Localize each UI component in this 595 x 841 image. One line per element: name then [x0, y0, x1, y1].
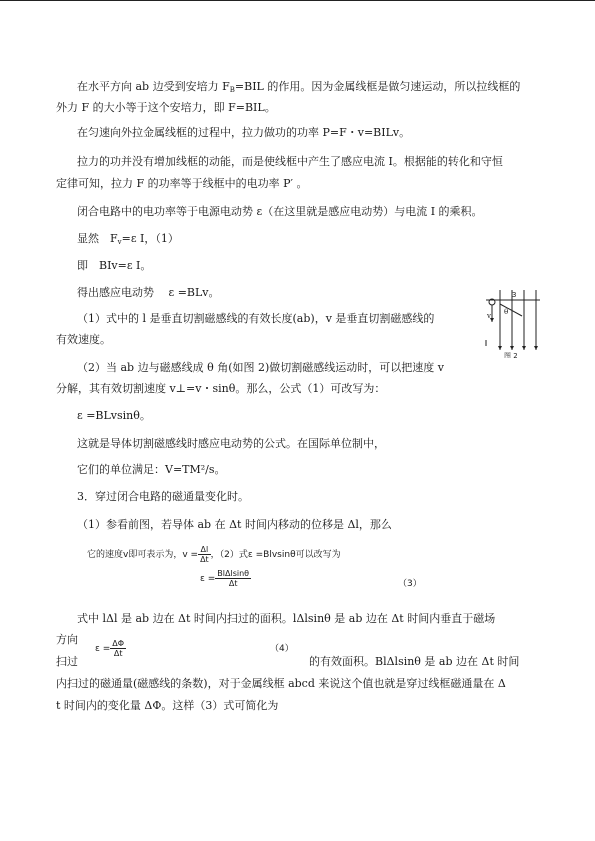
paragraph-4: 闭合电路中的电功率等于电源电动势 ε（在这里就是感应电动势）与电流 I 的乘积。: [77, 205, 483, 218]
paragraph-2: 在匀速向外拉金属线框的过程中，拉力做功的功率 P=F・v=BILv。: [77, 126, 411, 139]
paragraph-11: 这就是导体切割磁感线时感应电动势的公式。在国际单位制中，: [77, 437, 385, 450]
velocity-label: v: [487, 312, 491, 320]
equation-1-rewrite: 即 BIv=ε I。: [77, 259, 152, 272]
figure-top-label: 3: [512, 291, 517, 299]
paragraph-15-line-1: 式中 lΔl 是 ab 边在 Δt 时间内扫过的面积。lΔlsinθ 是 ab 边在 Δt 时间内垂直于磁场: [77, 612, 496, 625]
paragraph-12: 它们的单位满足：V=TM²/s。: [77, 463, 226, 476]
paragraph-3-line-2: 定律可知，拉力 F 的功率等于线框中的电功率 P′ 。: [56, 177, 308, 190]
paragraph-15-line-3-end: 的有效面积。BlΔlsinθ 是 ab 边在 Δt 时间: [309, 655, 520, 668]
fraction-dphi-dt: $\frac{\Delta\Phi}{\Delta t}$: [112, 639, 125, 658]
figure-caption: 图 2: [504, 352, 518, 358]
paragraph-15-line-3-start: 扫过: [56, 655, 78, 668]
equation-3: ε = $\frac{\text{BlΔlsinθ}}{\Delta t}$: [200, 569, 250, 588]
equation-4-tag: （4）: [270, 644, 294, 654]
paragraph-8-line-1: （1）式中的 l 是垂直切割磁感线的有效长度(ab)，v 是垂直切割磁感线的: [77, 312, 435, 325]
paragraph-15-line-4: 内扫过的磁通量(磁感线的条数)，对于金属线框 abcd 来说这个值也就是穿过线框磁通量在 Δ: [56, 677, 506, 690]
page-top-border: [0, 0, 595, 1]
emf-formula: ε =BLvsinθ。: [77, 409, 151, 422]
paragraph-9-line-1: （2）当 ab 边与磁感线成 θ 角(如图 2)做切割磁感线运动时，可以把速度 v: [77, 361, 444, 374]
paragraph-1-line-2: 外力 F 的大小等于这个安培力，即 F=BIL。: [56, 101, 276, 114]
section-heading-3: 3．穿过闭合电路的磁通量变化时。: [77, 490, 249, 503]
figure-2-diagram: [478, 288, 546, 358]
induced-emf-result: 得出感应电动势 ε =BLv。: [77, 286, 220, 299]
paragraph-8-line-2: 有效速度。: [56, 333, 111, 346]
field-arrowheads: [498, 346, 538, 350]
paragraph-15-line-2: 方向: [56, 633, 78, 646]
paragraph-1-line-1: 在水平方向 ab 边受到安培力 $F_B=BIL$ 的作用。因为金属线框是做匀速运动，所以拉线框的: [77, 80, 521, 94]
paragraph-14: （1）参看前图，若导体 ab 在 Δt 时间内移动的位移是 Δl，那么: [77, 518, 392, 531]
paragraph-15-line-5: t 时间内的变化量 ΔΦ。这样（3）式可简化为: [56, 699, 279, 712]
equation-4: ε = $\frac{\Delta\Phi}{\Delta t}$: [95, 639, 125, 658]
paragraph-9-line-2: 分解，其有效切割速度 v⊥=v・sinθ。那么，公式（1）可改写为：: [56, 382, 386, 395]
equation-1: 显然 $F_v=\varepsilon$ I，（1）: [77, 232, 179, 246]
fraction-dl-dt: $\frac{\Delta l}{\Delta t}$: [200, 545, 209, 564]
theta-label: θ: [504, 308, 509, 316]
fraction-bl-dl-sin-theta-dt: $\frac{\text{BlΔlsinθ}}{\Delta t}$: [217, 569, 250, 588]
paragraph-3-line-1: 拉力的功并没有增加线框的动能，而是使线框中产生了感应电流 I。根据能的转化和守恒: [77, 155, 503, 168]
equation-2-line: 它的速度v即可表示为，v = $\frac{\Delta l}{\Delta t}$ ，（2）式ε =Blvsinθ可以改写为: [87, 545, 341, 564]
equation-3-tag: （3）: [398, 579, 422, 589]
